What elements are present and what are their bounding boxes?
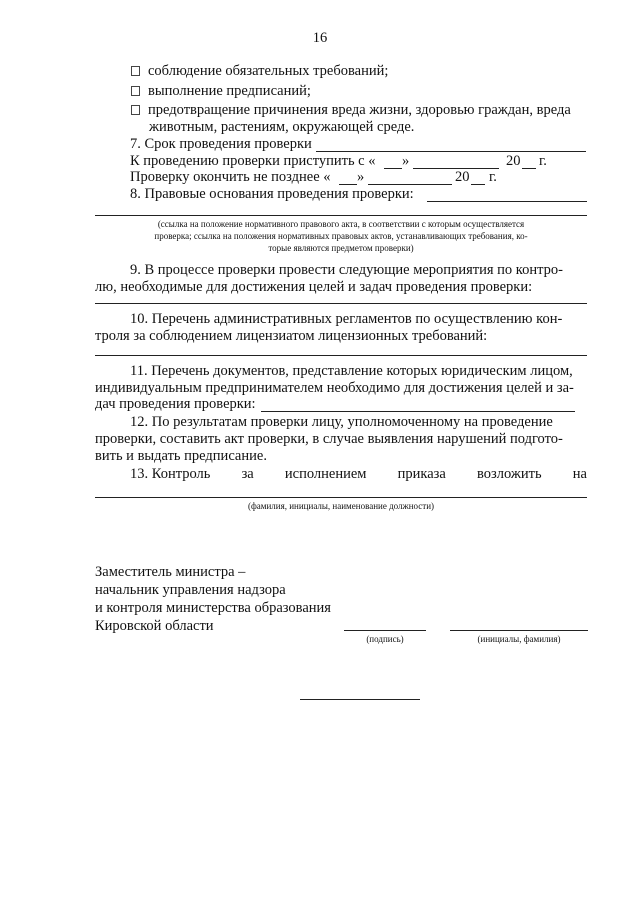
item12-text: проверки, составить акт проверки, в случае выявления нарушений подгото- [95,431,563,447]
item13-note: (фамилия, инициалы, наименование должности) [247,501,435,511]
item9-text: лю, необходимые для достижения целей и задач проведения проверки: [95,279,533,295]
item12-text: вить и выдать предписание. [95,448,267,464]
item8-note: проверка; ссылка на положения нормативных правовых актов, устанавливающих требования, ко- [154,231,528,241]
item8-line [427,201,587,202]
item10-line [95,355,587,356]
item7-start-year: 20 [506,153,521,169]
signature-position: Кировской области [95,618,214,634]
page-number: 16 [312,30,328,46]
checkbox-icon [131,66,140,76]
signature-position: и контроля министерства образования [95,600,331,616]
item9-text: 9. В процессе проверки провести следующие мероприятия по контро- [130,262,563,278]
checklist-item: выполнение предписаний; [131,82,311,100]
item7-end-quote: » [357,169,365,185]
item13-text: 13. Контроль за исполнением приказа возложить на [130,466,587,482]
item7-start-year-line [522,168,536,169]
name-line [450,630,588,631]
item7-start-quote: » [402,153,410,169]
item7-end-suffix: г. [489,169,497,185]
signature-position: начальник управления надзора [95,582,286,598]
checklist-item: предотвращение причинения вреда жизни, здоровью граждан, вреда [131,101,571,119]
name-label: (инициалы, фамилия) [477,634,561,644]
item8-note: (ссылка на положение нормативного правового акта, в соответствии с которым осуществляется [157,219,525,229]
item9-line [95,303,587,304]
signature-label: (подпись) [366,634,404,644]
checkbox-icon [131,105,140,115]
signature-position: Заместитель министра – [95,564,246,580]
item7-start-day-line [384,168,402,169]
item12-text: 12. По результатам проверки лицу, уполномоченному на проведение [130,414,553,430]
bottom-separator [300,699,420,700]
checklist-item-continuation: животным, растениям, окружающей среде. [149,119,415,135]
item11-text: индивидуальным предпринимателем необходимо для достижения целей и за- [95,380,574,396]
item8-line-2 [95,215,587,216]
item11-line [261,411,575,412]
item8-note: торые являются предметом проверки) [268,243,414,253]
checkbox-icon [131,86,140,96]
checklist-item: соблюдение обязательных требований; [131,62,388,80]
item11-text: дач проведения проверки: [95,396,256,412]
item7-end-year: 20 [455,169,470,185]
item11-text: 11. Перечень документов, представление которых юридическим лицом, [130,363,573,379]
item7-term: 7. Срок проведения проверки [130,136,312,152]
item10-text: 10. Перечень административных регламентов по осуществлению кон- [130,311,563,327]
item7-start-label: К проведению проверки приступить с « [130,153,376,169]
item7-start-suffix: г. [539,153,547,169]
item8-label: 8. Правовые основания проведения проверки: [130,186,414,202]
item13-line [95,497,587,498]
item7-end-label: Проверку окончить не позднее « [130,169,331,185]
item10-text: троля за соблюдением лицензиатом лицензионных требований: [95,328,488,344]
signature-line [344,630,426,631]
item7-end-year-line [471,184,485,185]
